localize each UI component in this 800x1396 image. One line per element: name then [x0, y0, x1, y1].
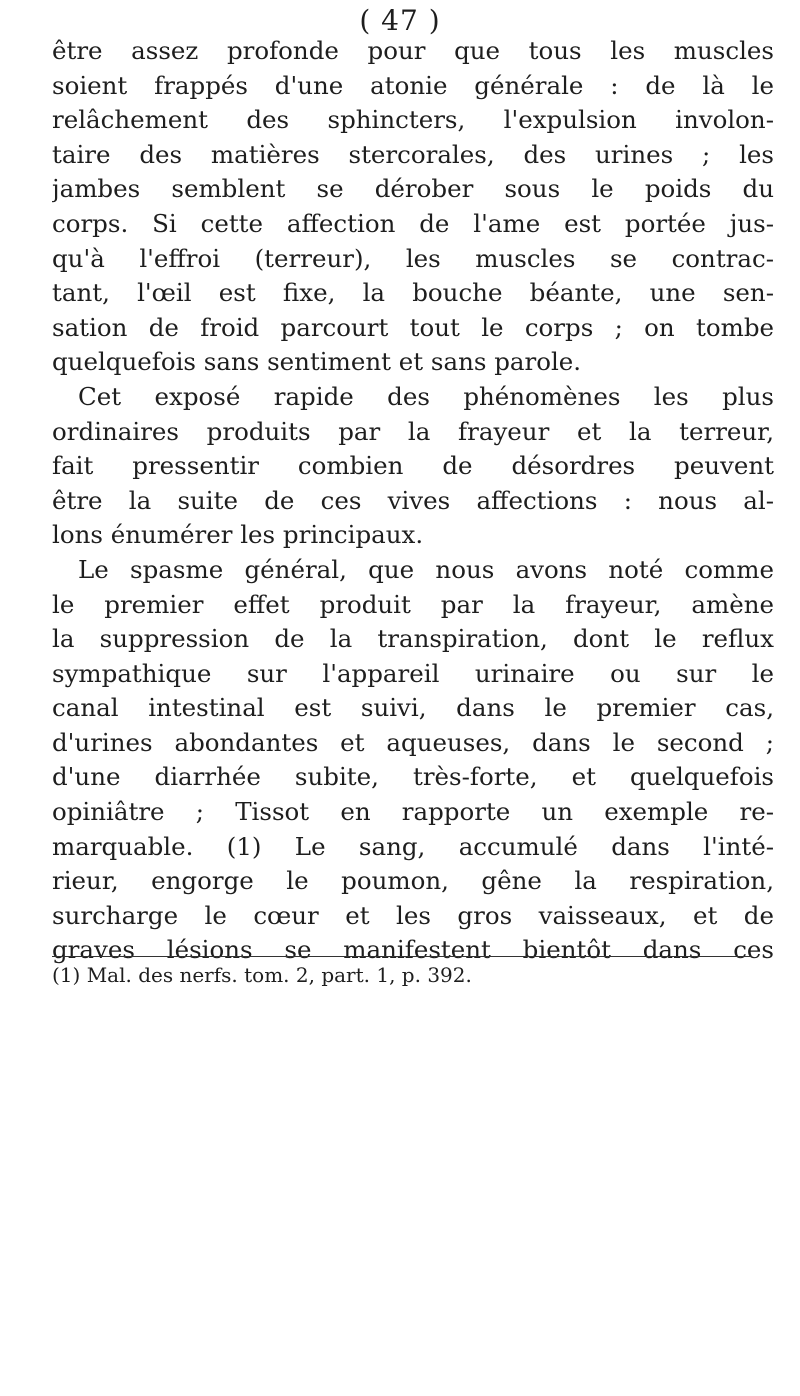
text-line: lons énumérer les principaux. — [52, 520, 424, 550]
footnote: (1) Mal. des nerfs. tom. 2, part. 1, p. 392. — [52, 963, 472, 987]
text-line: Cet exposé rapide des phénomènes les plus — [78, 381, 774, 411]
text-line: corps. Si cette affection de l'ame est portée jus- — [52, 208, 774, 238]
text-line: marquable. (1) Le sang, accumulé dans l'inté- — [52, 831, 774, 861]
text-line: quelquefois sans sentiment et sans parole. — [52, 347, 582, 377]
text-line: fait pressentir combien de désordres peuvent — [52, 451, 774, 481]
text-line: qu'à l'effroi (terreur), les muscles se contrac- — [52, 243, 774, 273]
text-line: canal intestinal est suivi, dans le premier cas, — [52, 693, 774, 723]
text-line: surcharge le cœur et les gros vaisseaux, et de — [52, 900, 774, 930]
footnote-rule — [52, 956, 752, 957]
text-line: ordinaires produits par la frayeur et la terreur, — [52, 416, 774, 446]
text-line: Le spasme général, que nous avons noté comme — [78, 554, 774, 584]
text-line: d'une diarrhée subite, très-forte, et quelquefois — [52, 762, 774, 792]
text-line: taire des matières stercorales, des urines ; les — [52, 139, 774, 169]
page-number: ( 47 ) — [359, 4, 441, 37]
text-line: la suppression de la transpiration, dont le reflux — [52, 624, 774, 654]
text-line: le premier effet produit par la frayeur, amène — [52, 589, 774, 619]
text-line: d'urines abondantes et aqueuses, dans le second ; — [52, 727, 774, 757]
text-line: sation de froid parcourt tout le corps ; on tombe — [52, 312, 774, 342]
text-line: jambes semblent se dérober sous le poids du — [52, 174, 774, 204]
text-line: tant, l'œil est fixe, la bouche béante, une sen- — [52, 278, 774, 308]
text-line: être assez profonde pour que tous les muscles — [52, 36, 774, 65]
text-line: graves lésions se manifestent bientôt dans ces — [52, 935, 774, 965]
text-line: soient frappés d'une atonie générale : de là le — [52, 70, 774, 100]
text-line: rieur, engorge le poumon, gêne la respiration, — [52, 866, 774, 896]
text-line: être la suite de ces vives affections : nous al- — [52, 485, 774, 515]
text-line: relâchement des sphincters, l'expulsion involon- — [52, 105, 774, 135]
text-line: opiniâtre ; Tissot en rapporte un exemple re- — [52, 797, 774, 827]
body-text — [52, 34, 774, 968]
text-line: sympathique sur l'appareil urinaire ou sur le — [52, 658, 774, 688]
